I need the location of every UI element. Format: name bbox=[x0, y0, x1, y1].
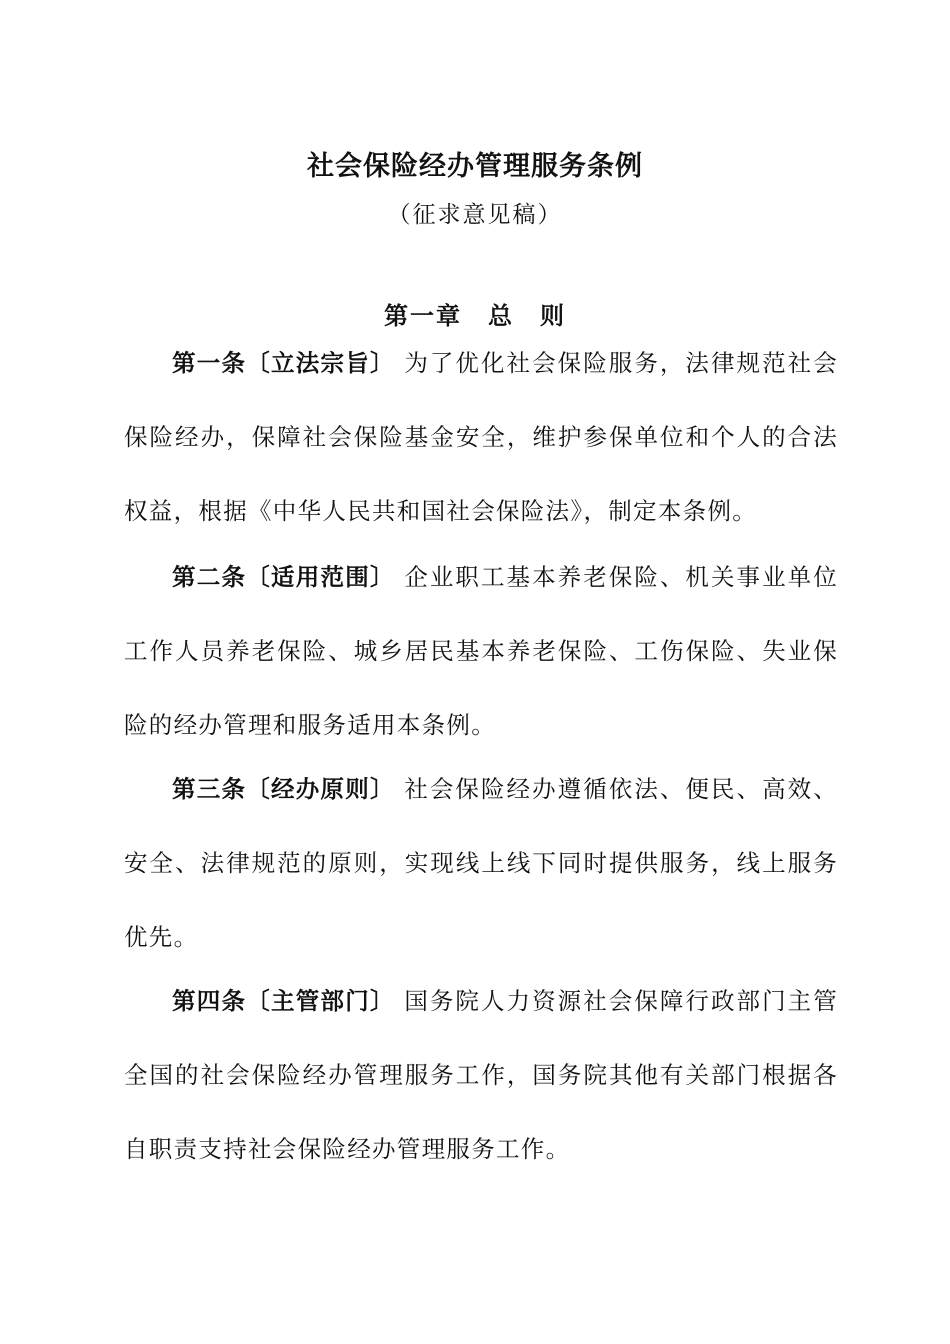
article-heading: 第三条〔经办原则〕 bbox=[172, 775, 395, 803]
article-3 bbox=[124, 752, 838, 974]
article-text: 国务院人力资源社会保障行政部门主管全国的社会保险经办管理服务工作，国务院其他有关部门根据各自职责支持社会保险经办管理服务工作。 bbox=[124, 987, 838, 1163]
chapter-heading: 第一章 总 则 bbox=[384, 302, 566, 330]
article-1 bbox=[124, 326, 838, 548]
document-subtitle: （征求意见稿） bbox=[387, 202, 563, 228]
article-heading: 第二条〔适用范围〕 bbox=[172, 563, 395, 591]
article-2 bbox=[124, 540, 838, 762]
article-heading: 第四条〔主管部门〕 bbox=[172, 987, 395, 1015]
article-text: 社会保险经办遵循依法、便民、高效、安全、法律规范的原则，实现线上线下同时提供服务，线上服务优先。 bbox=[124, 775, 838, 951]
article-heading: 第一条〔立法宗旨〕 bbox=[172, 349, 395, 377]
article-4 bbox=[124, 964, 838, 1186]
document-title: 社会保险经办管理服务条例 bbox=[307, 151, 643, 182]
article-text: 企业职工基本养老保险、机关事业单位工作人员养老保险、城乡居民基本养老保险、工伤保险、失业保险的经办管理和服务适用本条例。 bbox=[124, 563, 838, 739]
article-text: 为了优化社会保险服务，法律规范社会保险经办，保障社会保险基金安全，维护参保单位和个人的合法权益，根据《中华人民共和国社会保险法》，制定本条例。 bbox=[124, 349, 838, 525]
